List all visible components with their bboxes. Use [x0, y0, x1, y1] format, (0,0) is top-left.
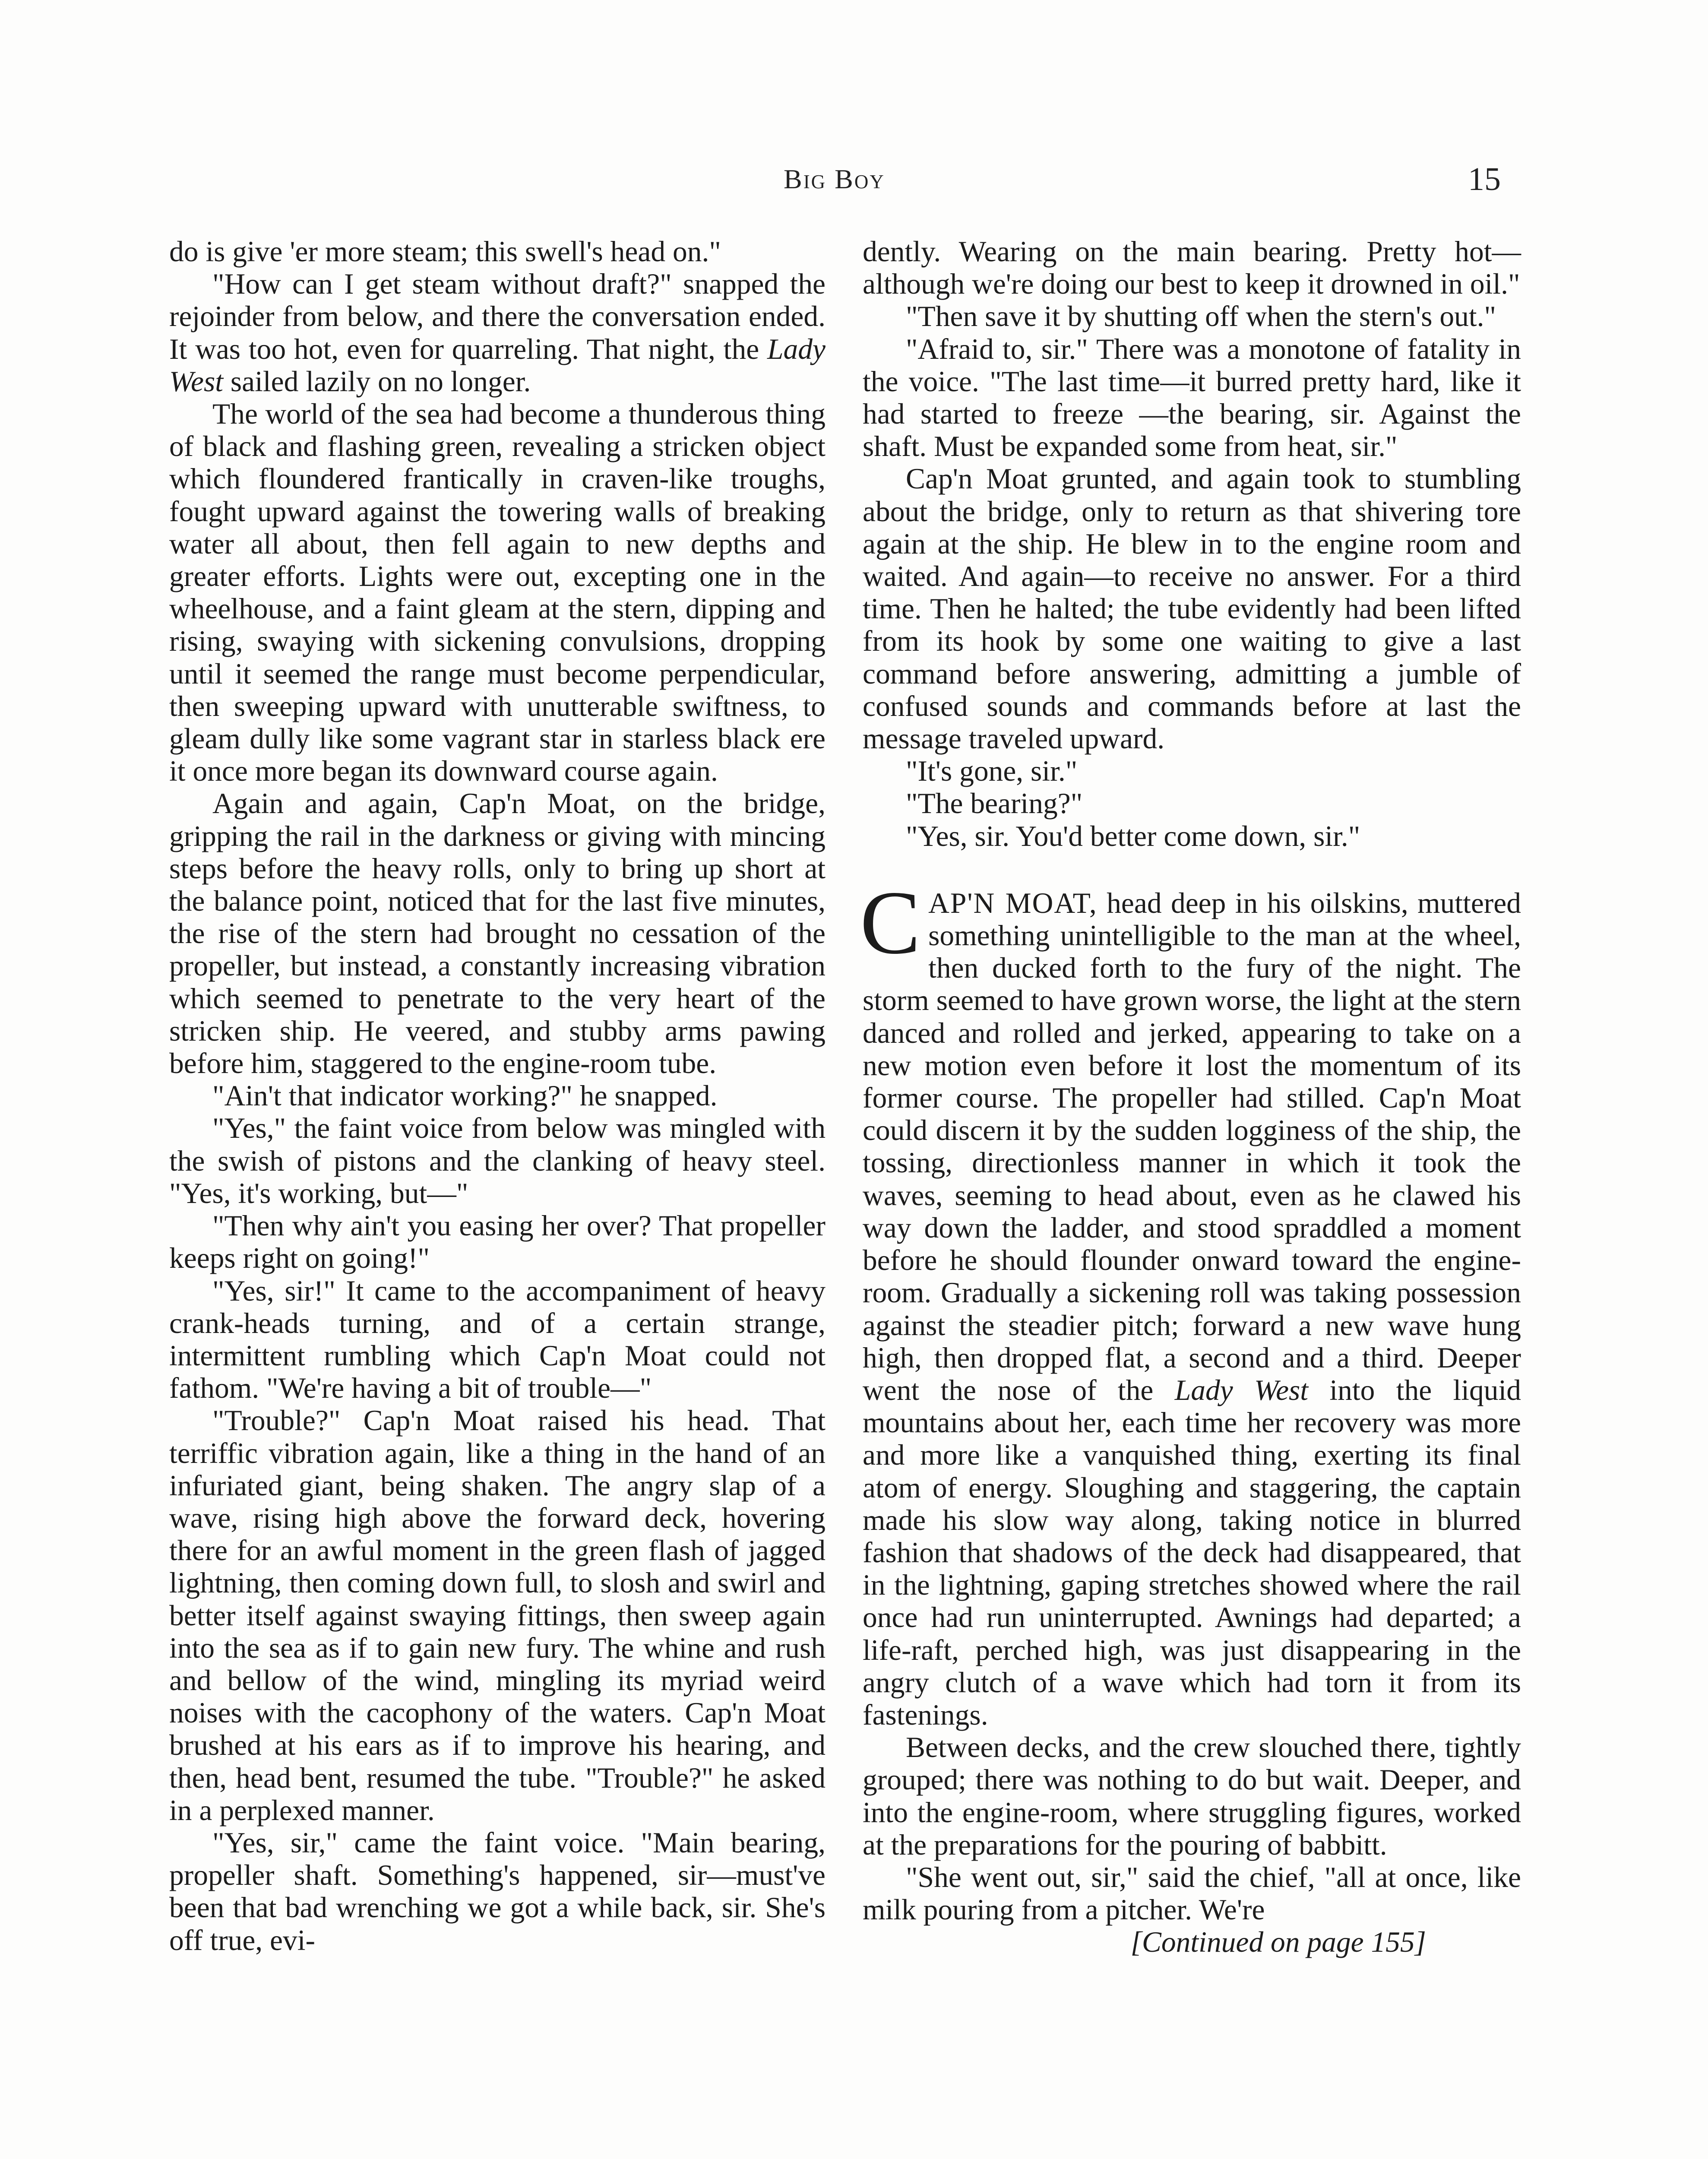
paragraph-text: head deep in his oilskins, muttered something unintelligible to the man at the wheel, then ducked forth to the fury of the night. The storm seemed to have grown worse, the light at the stern danced and rolled and jerked, appearing to take on a new motion even before it lost the momentum of its former course. The propeller had stilled. Cap'n Moat could discern it by the sudden logginess of the ship, the tossing, directionless manner in which it took the waves, seeming to head about, even as he clawed his way down the ladder, and stood spraddled a moment before he should flounder onward toward the engine-room. Gradually a sickening roll was taking possession against the steadier pitch; forward a new wave hung high, then dropped flat, a second and a third. Deeper went the nose of the: [863, 886, 1521, 1406]
paragraph: "The bearing?": [906, 787, 1083, 820]
paragraph: do is give 'er more steam; this swell's head on.": [169, 235, 721, 268]
paragraph: "Yes, sir!" It came to the accompaniment of heavy crank-heads turning, and of a certain strange, intermittent rumbling which Cap'n Moat could not fathom. "We're having a bit of trouble—": [169, 1274, 826, 1405]
paragraph: "She went out, sir," said the chief, "all at once, like milk pouring from a pitcher. We're: [863, 1861, 1521, 1926]
paragraph: The world of the sea had become a thunderous thing of black and flashing green, revealing a stricken object which floundered frantically in craven-like troughs, fought upward against the towering walls of breaking water all about, then fell again to new depths and greater efforts. Lights were out, excepting one in the wheelhouse, and a faint gleam at the stern, dipping and rising, swaying with sickening convulsions, dropping until it seemed the range must become perpendicular, then sweeping upward with unutterable swiftness, to gleam dully like some vagrant star in starless black ere it once more began its downward course again.: [169, 398, 826, 788]
paragraph-text: into the liquid mountains about her, each time her recovery was more and more like a vanquished thing, exerting its final atom of energy. Sloughing and staggering, the captain made his slow way along, taking notice in blurred fashion that shadows of the deck had disappeared, that in the lightning, gaping stretches showed where the rail once had run uninterrupted. Awnings had departed; a life-raft, perched high, was just disappearing in the angry clutch of a wave which had torn it from its fastenings.: [863, 1374, 1521, 1731]
paragraph: Between decks, and the crew slouched there, tightly grouped; there was nothing to do but wait. Deeper, and into the engine-room, where struggling figures, worked at the preparations for the pouring of babbitt.: [863, 1731, 1521, 1861]
paragraph: "It's gone, sir.": [906, 755, 1078, 788]
paragraph: "Then save it by shutting off when the stern's out.": [906, 300, 1496, 333]
page-number: 15: [1468, 161, 1501, 197]
paragraph: "Afraid to, sir." There was a monotone of fatality in the voice. "The last time—it burred pretty hard, like it had started to freeze —the bearing, sir. Against the shaft. Must be expanded some from heat, sir.": [863, 332, 1521, 463]
paragraph: "Trouble?" Cap'n Moat raised his head. That terriffic vibration again, like a thing in the hand of an infuriated giant, being shaken. The angry slap of a wave, rising high above the forward deck, hovering there for an awful moment in the green flash of jagged lightning, then coming down full, to slosh and swirl and better itself against swaying fittings, then sweep again into the sea as if to gain new fury. The whine and rush and bellow of the wind, mingling its myriad weird noises with the cacophony of the waters. Cap'n Moat brushed at his ears as if to improve his hearing, and then, head bent, resumed the tube. "Trouble?" he asked in a perplexed manner.: [169, 1404, 826, 1827]
drop-cap: C: [860, 872, 921, 973]
paragraph: Cap'n Moat grunted, and again took to stumbling about the bridge, only to return as that shivering tore again at the ship. He blew in to the engine room and waited. And again—to receive no answer. For a third time. Then he halted; the tube evidently had been lifted from its hook by some one waiting to give a last command before answering, admitting a jumble of confused sounds and commands before at last the message traveled upward.: [863, 462, 1521, 755]
paragraph: "Yes," the faint voice from below was mingled with the swish of pistons and the clanking of heavy steel. "Yes, it's working, but—": [169, 1112, 826, 1209]
paragraph-text: "How can I get steam without draft?" snapped the rejoinder from below, and there the conversation ended. It was too hot, even for quarreling. That night, the: [169, 268, 826, 365]
paragraph: "Then why ain't you easing her over? That propeller keeps right on going!": [169, 1209, 826, 1275]
paragraph: dently. Wearing on the main bearing. Pretty hot—although we're doing our best to keep it drowned in oil.": [863, 235, 1521, 301]
ship-name: Lady West: [169, 332, 826, 398]
left-column: [169, 235, 826, 1956]
ship-name: Lady West: [1174, 1374, 1309, 1406]
paragraph: Again and again, Cap'n Moat, on the bridge, gripping the rail in the darkness or giving with mincing steps before the heavy rolls, only to bring up short at the balance point, noticed that for the last five minutes, the rise of the stern had brought no cessation of the propeller, but instead, a constantly increasing vibration which seemed to penetrate to the very heart of the stricken ship. He veered, and stubby arms pawing before him, staggered to the engine-room tube.: [169, 787, 826, 1080]
right-column: [860, 235, 1521, 1959]
running-head: Big Boy: [784, 164, 885, 194]
paragraph-text: sailed lazily on no longer.: [223, 365, 531, 398]
continuation-note: [Continued on page 155]: [1130, 1926, 1426, 1959]
paragraph: "Yes, sir. You'd better come down, sir.": [906, 820, 1360, 852]
paragraph: "Ain't that indicator working?" he snapped.: [212, 1080, 718, 1112]
paragraph: [169, 268, 826, 398]
section-start-paragraph: [860, 872, 1521, 1731]
paragraph: "Yes, sir," came the faint voice. "Main bearing, propeller shaft. Something's happened, sir—must've been that bad wrenching we got a while back, sir. She's off true, evi-: [169, 1826, 826, 1956]
lead-in: AP'N MOAT,: [928, 886, 1098, 919]
